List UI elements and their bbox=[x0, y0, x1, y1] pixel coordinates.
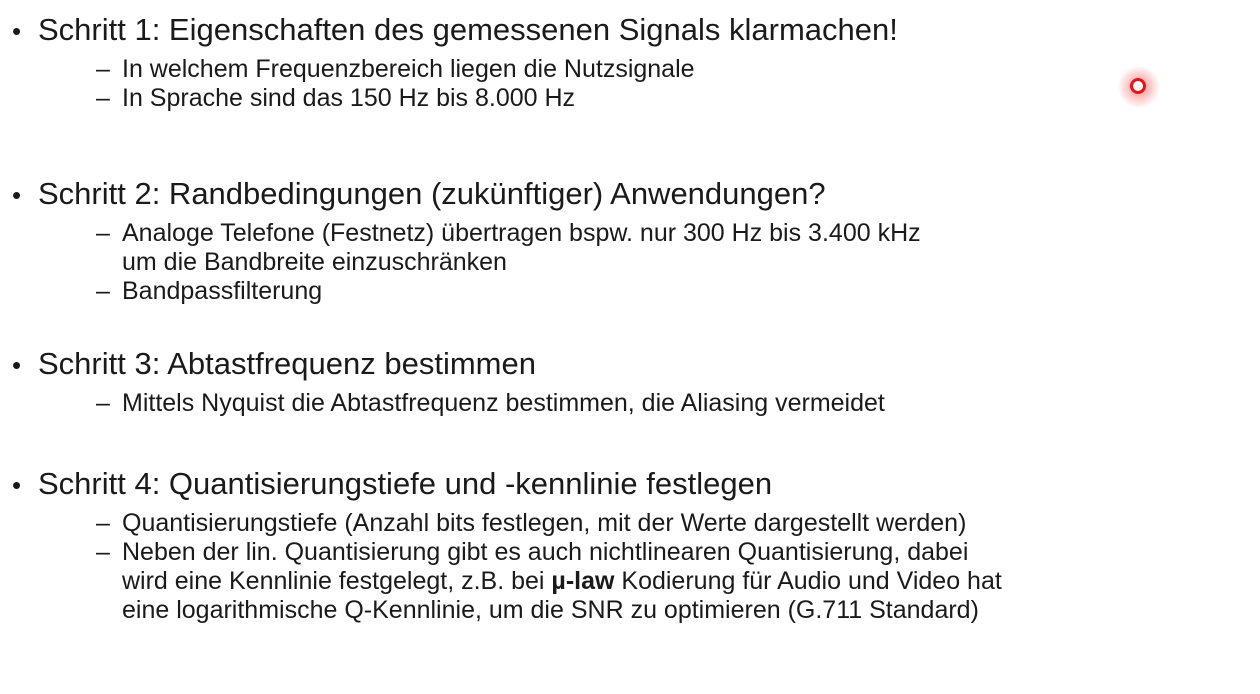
bullet-icon: • bbox=[12, 350, 22, 380]
step-1-heading bbox=[12, 12, 1252, 49]
dash-icon: – bbox=[96, 538, 110, 566]
step-4 bbox=[12, 466, 1252, 625]
step-4-heading bbox=[12, 466, 1252, 503]
mu-law-paragraph: Neben der lin. Quantisierung gibt es auch nichtlinearen Quantisierung, dabei wird eine Kennlinie festgelegt, z.B. bei µ-law Kodierung für Audio und Video hat eine logarithmische Q-Kennlinie, um die SNR zu optimieren (G.711 Standard) bbox=[122, 538, 1002, 624]
step-3 bbox=[12, 346, 1252, 418]
step-3-subitems bbox=[96, 389, 1252, 418]
list-item: – In Sprache sind das 150 Hz bis 8.000 Hz bbox=[96, 84, 576, 112]
list-item: – Analoge Telefone (Festnetz) übertragen bspw. nur 300 Hz bis 3.400 kHz um die Bandbreite einzuschränken bbox=[96, 219, 921, 276]
step-4-title: Schritt 4: Quantisierungstiefe und -kennlinie festlegen bbox=[38, 466, 773, 501]
step-2-title: Schritt 2: Randbedingungen (zukünftiger) Anwendungen? bbox=[38, 176, 826, 211]
dash-icon: – bbox=[96, 55, 110, 83]
bullet-icon: • bbox=[12, 470, 22, 500]
mu-law-term: µ-law bbox=[551, 567, 615, 595]
list-item: – Quantisierungstiefe (Anzahl bits festlegen, mit der Werte dargestellt werden) bbox=[96, 509, 967, 537]
step-1-title: Schritt 1: Eigenschaften des gemessenen Signals klarmachen! bbox=[38, 12, 898, 47]
list-item: – Bandpassfilterung bbox=[96, 277, 323, 305]
dash-icon: – bbox=[96, 389, 110, 417]
laser-pointer-dot bbox=[1130, 78, 1146, 94]
dash-icon: – bbox=[96, 219, 110, 247]
laser-pointer-icon bbox=[1118, 66, 1160, 108]
dash-icon: – bbox=[96, 84, 110, 112]
step-3-heading bbox=[12, 346, 1252, 383]
step-3-title: Schritt 3: Abtastfrequenz bestimmen bbox=[38, 346, 536, 381]
bullet-icon: • bbox=[12, 180, 22, 210]
step-1 bbox=[12, 12, 1252, 113]
dash-icon: – bbox=[96, 277, 110, 305]
step-2-subitems bbox=[96, 219, 1252, 306]
dash-icon: – bbox=[96, 509, 110, 537]
step-2-heading bbox=[12, 176, 1252, 213]
list-item bbox=[96, 538, 1252, 625]
step-4-subitems bbox=[96, 509, 1252, 625]
list-item: – Mittels Nyquist die Abtastfrequenz bestimmen, die Aliasing vermeidet bbox=[96, 389, 885, 417]
step-1-subitems bbox=[96, 55, 1252, 113]
step-2 bbox=[12, 176, 1252, 306]
bullet-icon: • bbox=[12, 16, 22, 46]
list-item: – In welchem Frequenzbereich liegen die Nutzsignale bbox=[96, 55, 695, 83]
